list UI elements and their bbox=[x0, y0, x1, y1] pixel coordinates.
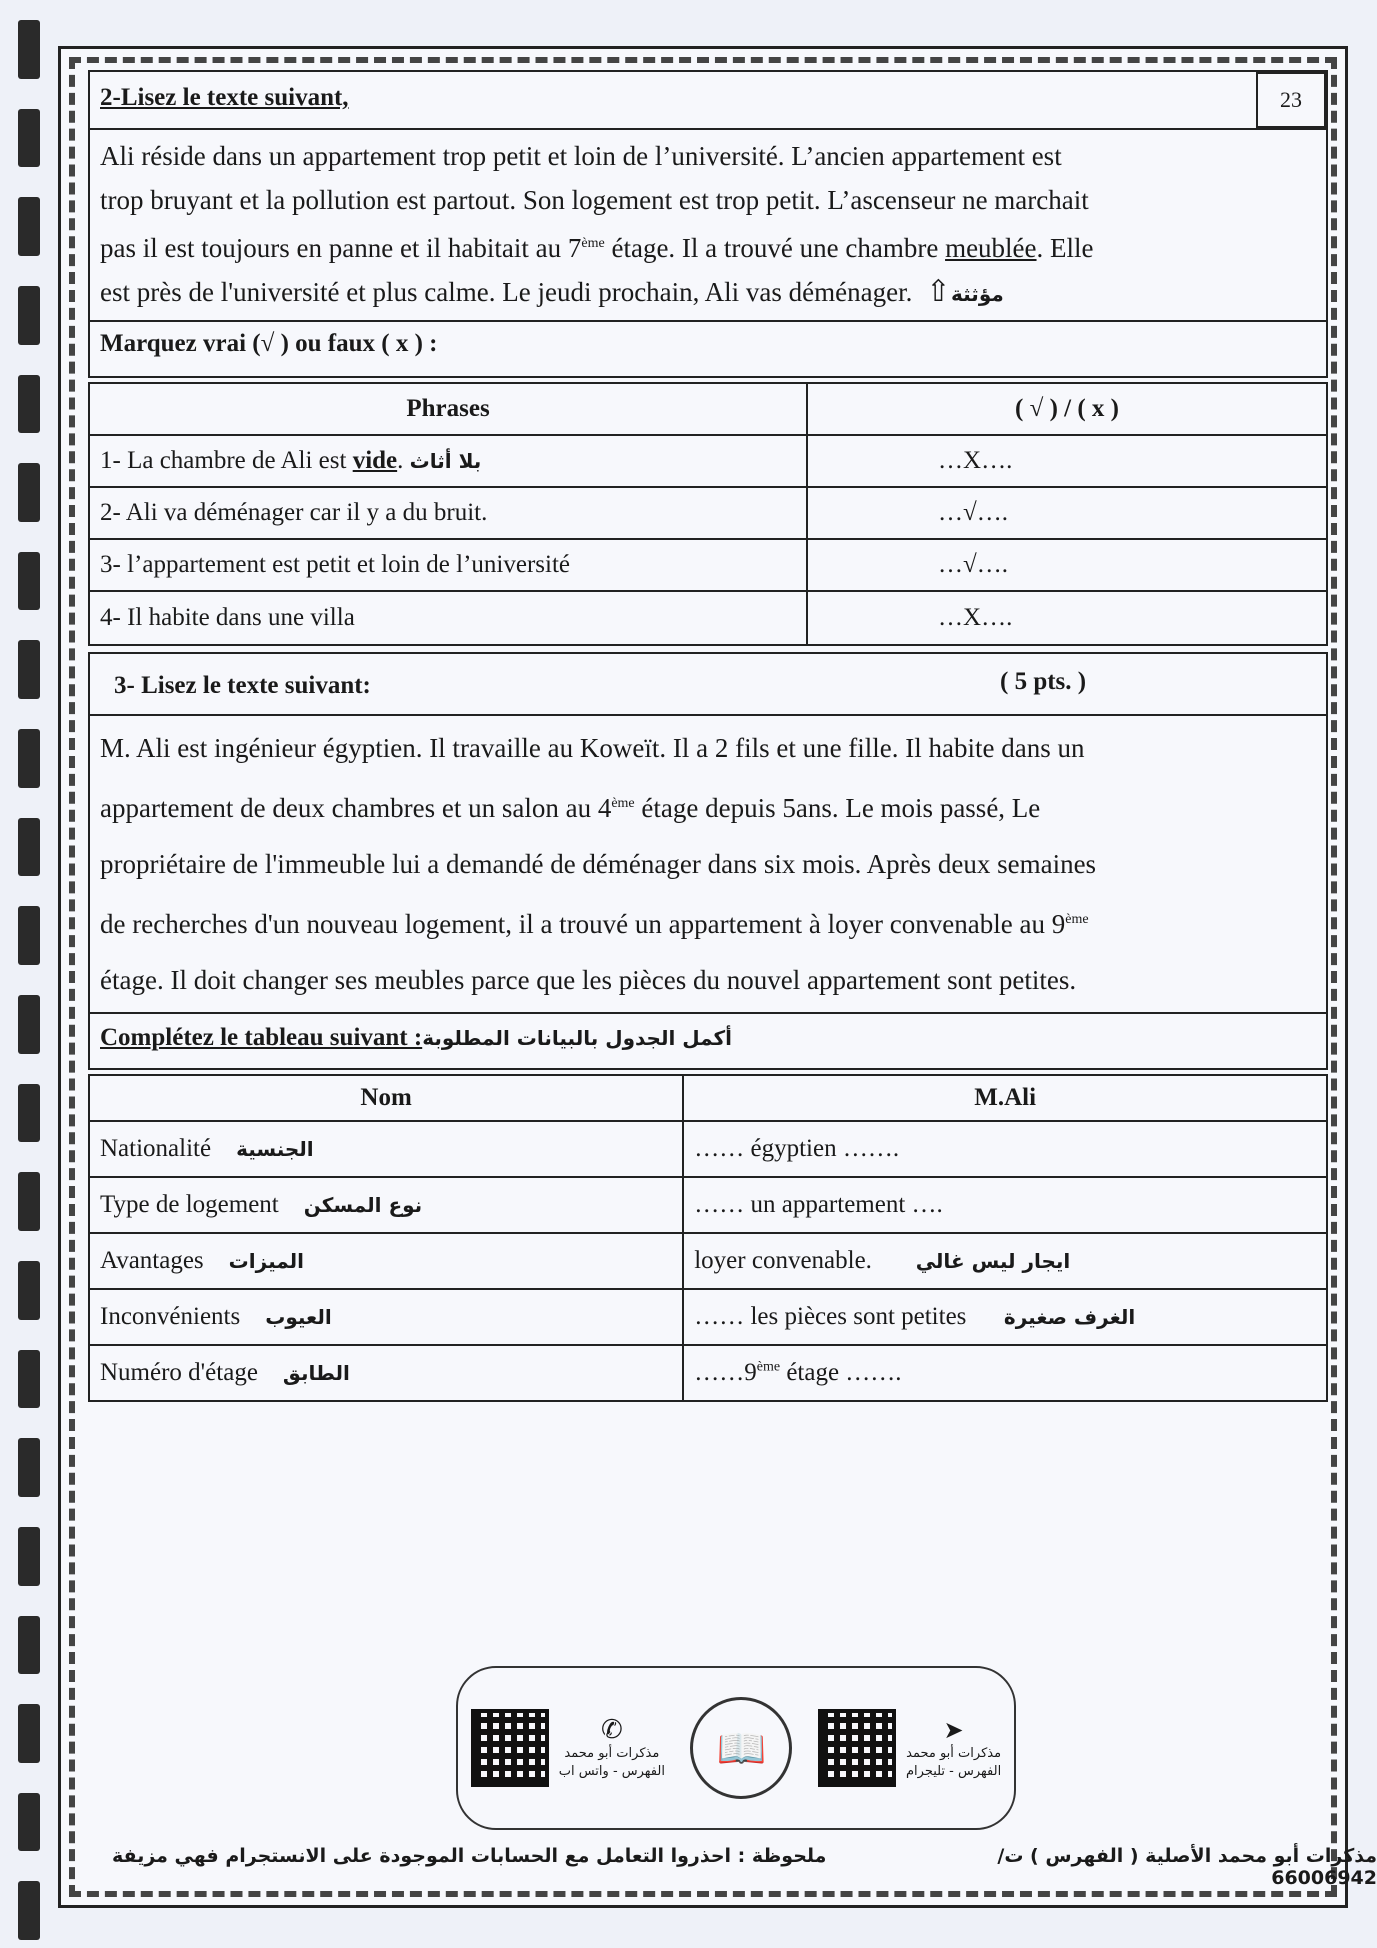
table-row: Numéro d'étage الطابق ……9ème étage ……. bbox=[89, 1345, 1327, 1401]
col-mali: M.Ali bbox=[683, 1075, 1327, 1121]
text-line: trop bruyant et la pollution est partout. Son logement est trop petit. L’ascenseur ne marchait bbox=[100, 185, 1089, 215]
section1-instruction: Marquez vrai (√ ) ou faux ( x ) : bbox=[88, 322, 1328, 378]
col-mark: ( √ ) / ( x ) bbox=[807, 383, 1327, 435]
section1-title: 2-Lisez le texte suivant, bbox=[100, 84, 349, 111]
table-row: 3- l’appartement est petit et loin de l’université …√…. bbox=[89, 539, 1327, 591]
section2-text bbox=[88, 716, 1328, 1014]
text-line: Ali réside dans un appartement trop petit et loin de l’université. L’ancien appartement est bbox=[100, 141, 1062, 171]
text-line: de recherches d'un nouveau logement, il a trouvé un appartement à loyer convenable au 9ème bbox=[100, 909, 1089, 939]
footer-box bbox=[456, 1666, 1016, 1830]
binder-rings bbox=[18, 20, 46, 1940]
table-row: Avantages الميزات loyer convenable. ايجار ليس غالي bbox=[89, 1233, 1327, 1289]
worksheet bbox=[88, 70, 1328, 1402]
footer-note: ملحوظة : احذروا التعامل مع الحسابات الموجودة على الانستجرام فهي مزيفة bbox=[112, 1845, 827, 1867]
text-line: étage. Il doit changer ses meubles parce que les pièces du nouvel appartement sont petites. bbox=[100, 965, 1077, 995]
book-logo-icon: 📖 bbox=[690, 1697, 792, 1799]
qr-code-icon bbox=[471, 1709, 549, 1787]
telegram-icon: ➤ bbox=[943, 1717, 964, 1744]
text-line: propriétaire de l'immeuble lui a demandé de déménager dans six mois. Après deux semaines bbox=[100, 849, 1097, 879]
section2-title: 3- Lisez le texte suivant: bbox=[114, 672, 371, 699]
col-phrases: Phrases bbox=[89, 383, 807, 435]
whatsapp-icon: ✆ bbox=[600, 1715, 623, 1744]
section2-instruction: Complétez le tableau suivant :أكمل الجدول بالبيانات المطلوبة bbox=[88, 1014, 1328, 1070]
section1-header bbox=[88, 70, 1328, 130]
table-row: Inconvénients العيوب …… les pièces sont petites الغرف صغيرة bbox=[89, 1289, 1327, 1345]
text-line: est près de l'université et plus calme. Le jeudi prochain, Ali vas déménager. ⇧مؤثثة bbox=[100, 275, 1004, 308]
up-arrow-icon: ⇧ bbox=[925, 275, 952, 308]
section2-header bbox=[88, 652, 1328, 716]
points: ( 5 pts. ) bbox=[1000, 668, 1087, 695]
col-nom: Nom bbox=[89, 1075, 683, 1121]
table-row: 2- Ali va déménager car il y a du bruit. …√…. bbox=[89, 487, 1327, 539]
qr-code-icon bbox=[818, 1709, 896, 1787]
footer-contact: مذكرات أبو محمد الأصلية ( الفهرس ) ت/ 66006942 bbox=[997, 1845, 1377, 1889]
table-row: 1- La chambre de Ali est vide. بلا أثاث …X…. bbox=[89, 435, 1327, 487]
table-row: 4- Il habite dans une villa …X…. bbox=[89, 591, 1327, 645]
section1-text bbox=[88, 130, 1328, 322]
page-number: 23 bbox=[1256, 72, 1326, 128]
text-line: pas il est toujours en panne et il habitait au 7ème étage. Il a trouvé une chambre meublée. Elle bbox=[100, 233, 1094, 263]
true-false-table bbox=[88, 382, 1328, 646]
text-line: M. Ali est ingénieur égyptien. Il travaille au Koweït. Il a 2 fils et une fille. Il habite dans un bbox=[100, 733, 1085, 763]
text-line: appartement de deux chambres et un salon au 4ème étage depuis 5ans. Le mois passé, Le bbox=[100, 793, 1041, 823]
whatsapp-block: ✆ مذكرات أبو محمد الفهرس - واتس اب bbox=[471, 1709, 665, 1787]
table-row: Nationalité الجنسية …… égyptien ……. bbox=[89, 1121, 1327, 1177]
telegram-block: ➤ مذكرات أبو محمد الفهرس - تليجرام bbox=[818, 1709, 1001, 1787]
fill-table bbox=[88, 1074, 1328, 1402]
table-row: Type de logement نوع المسكن …… un appartement …. bbox=[89, 1177, 1327, 1233]
